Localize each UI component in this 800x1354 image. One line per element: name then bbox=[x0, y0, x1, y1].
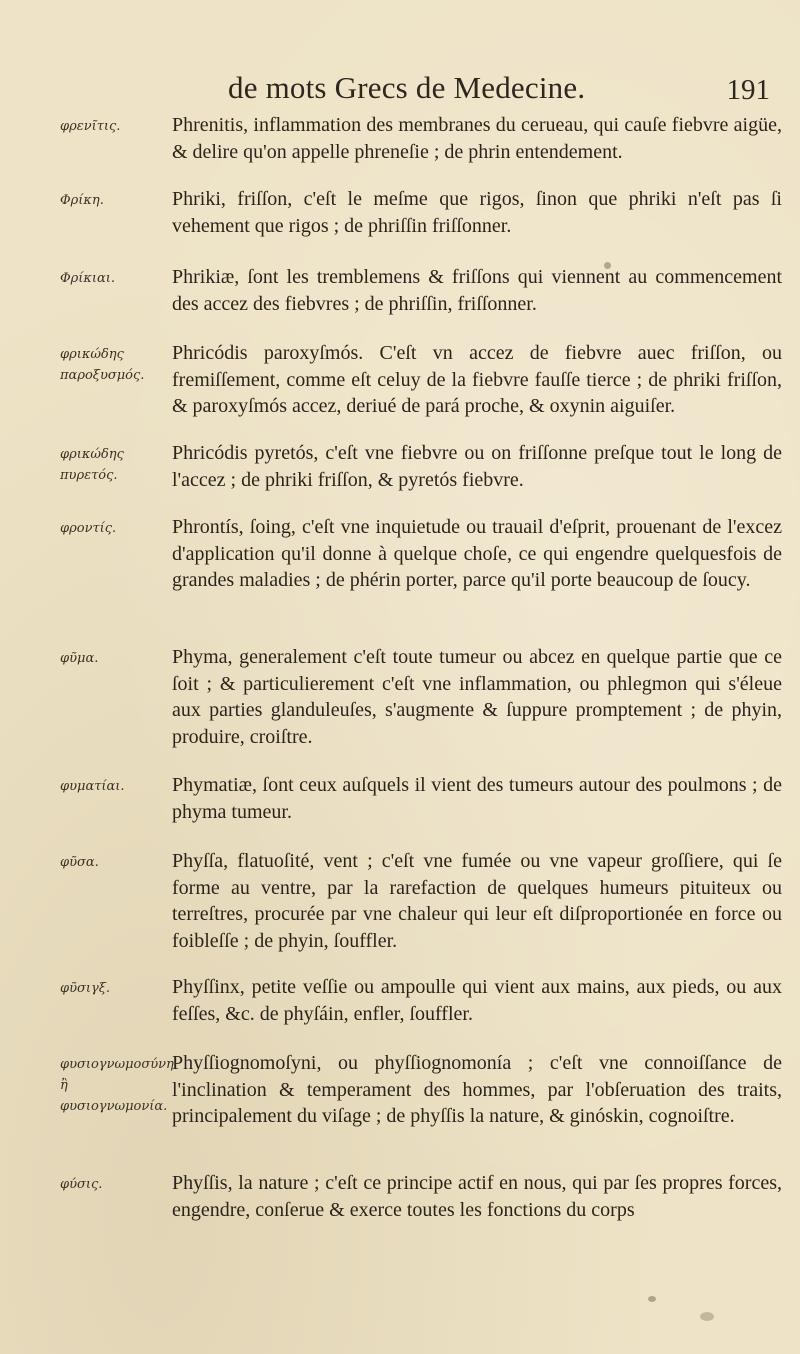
greek-term: Φρίκιαι. bbox=[60, 271, 116, 286]
ink-stain bbox=[700, 1312, 714, 1321]
entry-text: Phymatiæ, ſont ceux auſquels il vient des tumeurs autour des poulmons ; de phyma tumeur. bbox=[172, 774, 782, 823]
running-title: de mots Grecs de Medecine. bbox=[228, 70, 586, 105]
entry-text: Phrenitis, inflammation des membranes du cerueau, qui cauſe fiebvre aigüe, & delire qu'on appelle phreneſie ; de phrin entendement. bbox=[172, 114, 782, 163]
greek-term: φύσις. bbox=[60, 1177, 103, 1192]
entry-text: Phyma, generalement c'eſt toute tumeur ou abcez en quelque partie que ce ſoit ; & particulierement c'eſt vne inflammation, ou phlegmon qui s'éleue aux parties glanduleuſes, s'augmente & ſuppure promptement ; de phyin, produire, croiſtre. bbox=[172, 646, 782, 748]
greek-term: φυσιογνωμοσύνη ἢ φυσιογνωμονία. bbox=[60, 1057, 174, 1114]
entry-text: Phrontís, ſoing, c'eſt vne inquietude ou trauail d'eſprit, prouenant de l'excez d'application qu'il donne à quelque choſe, ce qui engendre quelquesfois de grandes maladies ; de phérin porter, parce qu'il porte beaucoup de ſoucy. bbox=[172, 516, 782, 591]
greek-term: φῦσα. bbox=[60, 855, 99, 870]
entry-text: Phyſſis, la nature ; c'eſt ce principe actif en nous, qui par ſes propres forces, engendre, conſerue & exerce toutes les fonctions du corps bbox=[172, 1172, 782, 1221]
ink-stain bbox=[648, 1296, 656, 1302]
entry-text: Phyſſiognomoſyni, ou phyſſiognomonía ; c'eſt vne connoiſſance de l'inclination & temperament des hommes, par l'obſeruation des traits, principalement du viſage ; de phyſſis la nature, & ginóskin, cognoiſtre. bbox=[172, 1052, 782, 1127]
greek-term: Φρίκη. bbox=[60, 193, 104, 208]
entry-text: Phricódis paroxyſmós. C'eſt vn accez de fiebvre auec friſſon, ou fremiſſement, comme eſt celuy de la fiebvre fauſſe tierce ; de phriki friſſon, & paroxyſmós accez, deriué de pará proche, & oxynin aiguiſer. bbox=[172, 342, 782, 417]
greek-term: φρικώδης πυρετός. bbox=[60, 447, 124, 483]
page-number: 191 bbox=[726, 74, 770, 106]
entry-text: Phrikiæ, ſont les tremblemens & friſſons qui viennent au commencement des accez des fiebvres ; de phriſſin, friſſonner. bbox=[172, 266, 782, 315]
greek-term: φῦσιγξ. bbox=[60, 981, 111, 996]
page-header bbox=[0, 70, 800, 110]
entry-text: Phyſſa, flatuoſité, vent ; c'eſt vne fumée ou vne vapeur groſſiere, qui ſe forme au ventre, par la rarefaction de quelques humeurs pituiteux ou terreſtres, procurée par vne chaleur qui leur eſt diſproportionée en force ou foibleſſe ; de phyin, ſouffler. bbox=[172, 850, 782, 952]
entry-text: Phriki, friſſon, c'eſt le meſme que rigos, ſinon que phriki n'eſt pas ſi vehement que rigos ; de phriſſin friſſonner. bbox=[172, 188, 782, 237]
greek-term: φρικώδης παροξυσμός. bbox=[60, 347, 145, 383]
greek-term: φῦμα. bbox=[60, 651, 99, 666]
entry-text: Phricódis pyretós, c'eſt vne fiebvre ou on friſſonne preſque tout le long de l'accez ; de phriki friſſon, & pyretós fiebvre. bbox=[172, 442, 782, 491]
entry-text: Phyſſinx, petite veſſie ou ampoulle qui vient aux mains, aux pieds, ou aux feſſes, &c. de phyſáin, enfler, ſouffler. bbox=[172, 976, 782, 1025]
greek-term: φυματίαι. bbox=[60, 779, 125, 794]
ink-stain bbox=[604, 262, 611, 269]
greek-term: φρενῖτις. bbox=[60, 119, 121, 134]
greek-term: φροντίς. bbox=[60, 521, 117, 536]
